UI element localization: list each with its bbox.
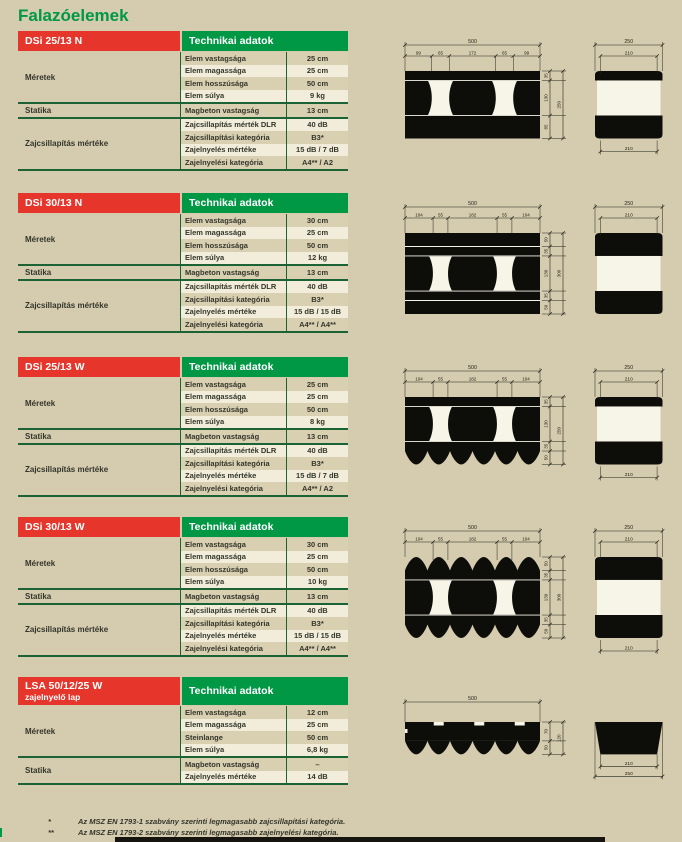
footnote-marker: ** [48,828,54,837]
svg-text:210: 210 [624,473,633,478]
spec-label: Elem vastagsága [181,706,287,719]
product-name: DSi 30/13 W [25,520,85,533]
svg-text:250: 250 [624,525,634,531]
spec-row [181,416,348,429]
spec-row [181,90,348,103]
table-header [18,31,348,51]
spec-group [18,605,348,657]
group-rows [180,52,348,102]
spec-row [181,605,348,618]
spec-group [18,706,348,758]
spec-value: 15 dB / 15 dB [293,631,342,641]
spec-label: Magbeton vastagság [181,104,287,117]
spec-value: 13 cm [306,105,329,115]
spec-value: 10 kg [307,577,328,587]
spec-value: 13 cm [306,267,329,277]
table-body [18,538,348,657]
spec-table [18,677,348,785]
spec-value: 50 cm [306,404,329,414]
spec-group [18,378,348,430]
svg-text:35: 35 [543,73,549,79]
spec-table [18,31,348,171]
spec-group [18,104,348,119]
svg-text:55: 55 [501,212,508,218]
spec-label: Steinlange [181,731,287,744]
group-rows [180,378,348,428]
spec-value: 13 cm [306,591,329,601]
svg-text:35: 35 [543,572,549,578]
spec-value: B3* [311,132,324,142]
spec-label: Elem vastagsága [181,378,287,391]
spec-label: Zajelnyelési kategória [181,642,287,655]
spec-group [18,445,348,497]
svg-text:172: 172 [468,50,477,56]
svg-text:130: 130 [543,420,549,428]
group-rows [180,281,348,331]
spec-label: Elem magassága [181,391,287,404]
spec-label: Zajcsillapítási kategória [181,617,287,630]
svg-text:85: 85 [543,124,549,130]
svg-text:99: 99 [415,50,421,56]
page-title: Falazóelemek [18,6,129,25]
footnote-text: Az MSZ EN 1793-2 szabvány szerinti legmagasabb zajelnyelési kategória. [78,828,339,837]
spec-label: Elem vastagsága [181,214,287,227]
product-block [0,357,682,497]
spec-row [181,52,348,65]
spec-group [18,538,348,590]
spec-row [181,706,348,719]
table-header [18,677,348,705]
spec-label: Zajelnyelési kategória [181,318,287,331]
spec-label: Zajcsillapítás mérték DLR [181,281,287,294]
spec-label: Magbeton vastagság [181,758,287,771]
footnote-marker: * [48,817,51,826]
group-label: Statika [25,591,52,601]
svg-text:210: 210 [624,537,633,543]
spec-row [181,65,348,78]
spec-label: Zajelnyelés mértéke [181,144,287,157]
technical-drawing [395,692,675,786]
spec-label: Zajcsillapítási kategória [181,131,287,144]
spec-group [18,214,348,266]
spec-label: Elem súlya [181,744,287,757]
spec-label: Zajcsillapítási kategória [181,293,287,306]
group-rows [180,706,348,756]
spec-row [181,144,348,157]
spec-group [18,430,348,445]
svg-text:50: 50 [543,237,549,243]
spec-value: 50 cm [306,240,329,250]
spec-label: Zajelnyelés mértéke [181,306,287,319]
page-edge-tab [0,828,2,837]
spec-row [181,457,348,470]
product-block [0,517,682,657]
spec-row [181,630,348,643]
group-label: Zajcsillapítás mértéke [25,139,109,148]
spec-row [181,482,348,495]
group-label: Méretek [25,72,56,82]
group-rows [180,104,348,117]
svg-text:500: 500 [468,39,477,45]
spec-value: 25 cm [306,66,329,76]
spec-row [181,744,348,757]
product-name-header [18,517,180,537]
svg-text:300: 300 [556,593,562,602]
svg-text:50: 50 [543,745,549,751]
spec-label: Elem hosszúsága [181,239,287,252]
group-rows [180,430,348,443]
spec-label: Elem hosszúsága [181,77,287,90]
spec-label: Zajelnyelés mértéke [181,771,287,784]
spec-value: 40 dB [307,282,328,292]
svg-text:65: 65 [437,50,444,56]
product-name-header [18,193,180,213]
svg-text:120: 120 [556,734,562,742]
spec-value: 25 cm [306,552,329,562]
spec-value: B3* [311,294,324,304]
spec-row [181,445,348,458]
svg-text:130: 130 [543,269,549,278]
spec-value: 25 cm [306,228,329,238]
spec-row [181,563,348,576]
svg-text:500: 500 [468,525,477,531]
svg-text:65: 65 [501,50,508,56]
table-body [18,52,348,171]
spec-row [181,617,348,630]
svg-text:35: 35 [543,617,549,623]
table-header [18,517,348,537]
group-label: Zajcsillapítás mértéke [25,465,109,474]
svg-text:104: 104 [415,212,423,218]
spec-label: Zajelnyelési kategória [181,156,287,169]
spec-label: Elem súlya [181,90,287,103]
spec-label: Zajcsillapítási kategória [181,457,287,470]
spec-value: 40 dB [307,606,328,616]
svg-text:250: 250 [624,771,633,777]
svg-text:35: 35 [543,399,549,405]
spec-row [181,104,348,117]
spec-row [181,266,348,279]
svg-text:55: 55 [501,536,508,542]
product-name: DSi 25/13 N [25,34,83,47]
product-name-header [18,677,180,705]
svg-text:130: 130 [543,593,549,602]
group-rows [180,445,348,495]
spec-value: A4** / A2 [302,157,333,167]
svg-text:104: 104 [522,536,530,542]
spec-row [181,119,348,132]
spec-value: 12 cm [306,707,329,717]
svg-text:210: 210 [624,213,633,219]
spec-row [181,131,348,144]
table-body [18,378,348,497]
spec-label: Zajcsillapítás mérték DLR [181,119,287,132]
product-name: DSi 30/13 N [25,196,83,209]
group-label: Zajcsillapítás mértéke [25,301,109,310]
svg-text:500: 500 [468,365,477,371]
spec-label: Elem vastagsága [181,538,287,551]
product-name-header [18,357,180,377]
spec-value: A4** / A2 [302,483,333,493]
svg-text:104: 104 [415,376,423,382]
product-subname: zajelnyelő lap [25,691,81,702]
svg-text:99: 99 [524,50,530,56]
group-label: Méretek [25,234,56,244]
tech-data-header: Technikai adatok [182,517,348,537]
spec-value: 40 dB [307,120,328,130]
svg-text:250: 250 [624,39,634,45]
spec-label: Elem magassága [181,65,287,78]
spec-row [181,227,348,240]
spec-label: Zajelnyelés mértéke [181,630,287,643]
spec-row [181,538,348,551]
group-rows [180,590,348,603]
spec-value: 14 dB [307,772,328,782]
product-block [0,31,682,171]
spec-label: Elem hosszúsága [181,403,287,416]
tech-data-header: Technikai adatok [182,357,348,377]
spec-value: 13 cm [306,431,329,441]
tech-data-header: Technikai adatok [182,677,348,705]
technical-drawing [395,197,675,345]
svg-text:210: 210 [624,377,633,383]
product-name-header [18,31,180,51]
spec-row [181,642,348,655]
group-label: Statika [25,105,52,115]
spec-row [181,281,348,294]
spec-value: 25 cm [306,379,329,389]
spec-value: 25 cm [306,720,329,730]
spec-value: 25 cm [306,392,329,402]
spec-group [18,590,348,605]
spec-group [18,281,348,333]
spec-row [181,391,348,404]
svg-text:50: 50 [543,304,549,310]
bottom-bar [115,837,605,842]
spec-value: 30 cm [306,215,329,225]
spec-label: Elem súlya [181,576,287,589]
svg-text:55: 55 [437,536,444,542]
group-label: Statika [25,431,52,441]
technical-drawing [395,35,675,170]
spec-row [181,293,348,306]
svg-text:250: 250 [556,426,562,435]
tech-data-header: Technikai adatok [182,193,348,213]
spec-value: B3* [311,458,324,468]
spec-label: Magbeton vastagság [181,590,287,603]
spec-label: Zajcsillapítás mérték DLR [181,605,287,618]
svg-text:50: 50 [543,628,549,634]
spec-group [18,758,348,785]
tech-data-header: Technikai adatok [182,31,348,51]
svg-text:104: 104 [522,376,530,382]
spec-label: Elem magassága [181,551,287,564]
spec-value: 15 dB / 15 dB [293,307,342,317]
spec-table [18,193,348,333]
spec-row [181,551,348,564]
spec-group [18,266,348,281]
spec-label: Zajcsillapítás mérték DLR [181,445,287,458]
spec-label: Magbeton vastagság [181,266,287,279]
footnote-text: Az MSZ EN 1793-1 szabvány szerinti legmagasabb zajcsillapítási kategória. [78,817,346,826]
spec-row [181,403,348,416]
svg-text:250: 250 [556,100,562,109]
spec-table [18,517,348,657]
spec-row [181,77,348,90]
spec-value: – [315,759,320,769]
technical-drawing [395,361,675,496]
svg-text:70: 70 [543,728,549,734]
spec-label: Magbeton vastagság [181,430,287,443]
group-label: Méretek [25,558,56,568]
svg-text:210: 210 [624,761,633,767]
svg-text:35: 35 [543,293,549,299]
spec-row [181,758,348,771]
spec-label: Elem hosszúsága [181,563,287,576]
group-rows [180,538,348,588]
group-label: Méretek [25,398,56,408]
spec-row [181,318,348,331]
svg-text:50: 50 [543,455,549,461]
table-header [18,357,348,377]
group-rows [180,119,348,169]
spec-label: Zajelnyelés mértéke [181,470,287,483]
table-header [18,193,348,213]
table-body [18,214,348,333]
product-block [0,193,682,333]
spec-row [181,719,348,732]
spec-row [181,239,348,252]
spec-row [181,156,348,169]
product-name: DSi 25/13 W [25,360,85,373]
spec-value: 40 dB [307,446,328,456]
group-label: Statika [25,766,52,775]
group-label: Méretek [25,726,56,736]
spec-value: 6,8 kg [306,745,329,755]
spec-label: Elem magassága [181,227,287,240]
svg-text:210: 210 [624,646,633,652]
spec-row [181,731,348,744]
svg-text:35: 35 [543,443,549,449]
svg-text:55: 55 [437,212,444,218]
svg-text:130: 130 [543,94,549,102]
spec-group [18,52,348,104]
svg-text:210: 210 [624,51,633,57]
spec-value: A4** / A4** [299,643,336,653]
svg-text:35: 35 [543,248,549,254]
technical-drawing [395,521,675,669]
product-name: LSA 50/12/25 W [25,679,103,692]
spec-value: 50 cm [306,564,329,574]
spec-value: 50 cm [306,78,329,88]
spec-row [181,470,348,483]
spec-label: Elem súlya [181,252,287,265]
spec-label: Elem magassága [181,719,287,732]
spec-value: 50 cm [306,732,329,742]
svg-text:500: 500 [468,201,477,207]
spec-value: 30 cm [306,539,329,549]
footnote [0,816,682,827]
svg-text:104: 104 [415,536,423,542]
svg-text:250: 250 [624,201,634,207]
svg-text:182: 182 [468,536,477,542]
spec-row [181,378,348,391]
spec-row [181,252,348,265]
spec-group [18,119,348,171]
svg-text:300: 300 [556,269,562,278]
group-label: Zajcsillapítás mértéke [25,625,109,634]
svg-text:182: 182 [468,376,477,382]
table-body [18,706,348,785]
svg-text:50: 50 [543,561,549,567]
group-rows [180,758,348,783]
spec-value: 8 kg [309,417,325,427]
spec-row [181,430,348,443]
spec-value: A4** / A4** [299,319,336,329]
group-rows [180,214,348,264]
spec-label: Zajelnyelési kategória [181,482,287,495]
product-block [0,677,682,785]
footnotes [0,816,682,838]
svg-text:500: 500 [468,696,477,702]
spec-table [18,357,348,497]
spec-row [181,771,348,784]
svg-text:55: 55 [501,376,508,382]
spec-row [181,590,348,603]
svg-text:250: 250 [624,365,634,371]
spec-value: 15 dB / 7 dB [296,471,339,481]
spec-row [181,214,348,227]
spec-value: 12 kg [307,253,328,263]
spec-label: Elem súlya [181,416,287,429]
spec-value: B3* [311,618,324,628]
spec-row [181,306,348,319]
spec-label: Elem vastagsága [181,52,287,65]
svg-text:210: 210 [624,147,633,152]
spec-row [181,576,348,589]
group-label: Statika [25,267,52,277]
spec-value: 9 kg [309,91,325,101]
group-rows [180,605,348,655]
spec-value: 25 cm [306,53,329,63]
svg-text:55: 55 [437,376,444,382]
spec-value: 15 dB / 7 dB [296,145,339,155]
group-rows [180,266,348,279]
svg-text:104: 104 [522,212,530,218]
svg-text:182: 182 [468,212,477,218]
